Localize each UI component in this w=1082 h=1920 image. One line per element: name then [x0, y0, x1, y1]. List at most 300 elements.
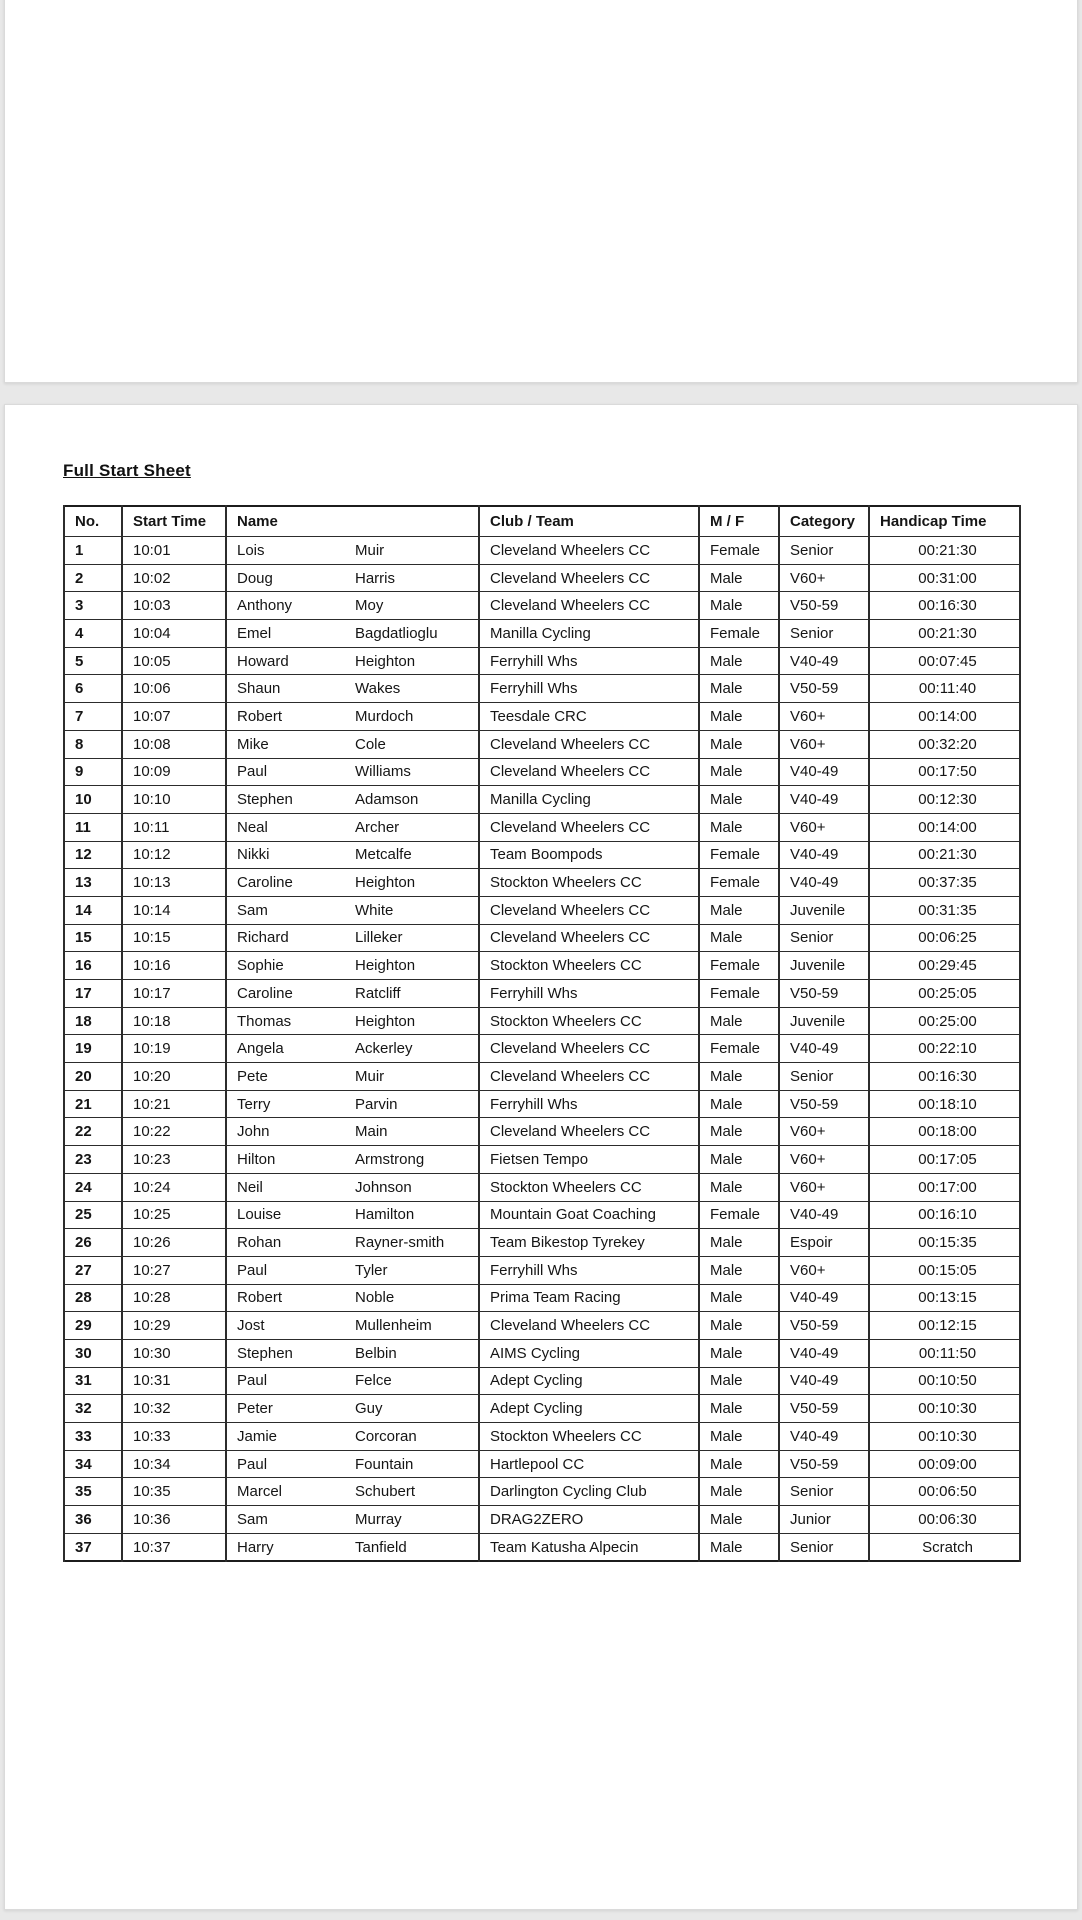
cell-start-time: 10:01 [122, 537, 226, 565]
cell-start-time: 10:28 [122, 1284, 226, 1312]
cell-category: Senior [779, 1533, 869, 1561]
cell-gender: Male [699, 1284, 779, 1312]
cell-start-time: 10:02 [122, 564, 226, 592]
cell-category: V40-49 [779, 1339, 869, 1367]
cell-rider-number: 19 [64, 1035, 122, 1063]
rider-first-name: Howard [237, 652, 289, 670]
table-row [64, 896, 1020, 924]
cell-category: V40-49 [779, 758, 869, 786]
cell-club-team: Fietsen Tempo [479, 1146, 699, 1174]
table-row [64, 1506, 1020, 1534]
table-row [64, 1312, 1020, 1340]
cell-start-time: 10:19 [122, 1035, 226, 1063]
cell-handicap-time: 00:21:30 [869, 841, 1020, 869]
rider-first-name: Nikki [237, 846, 270, 864]
cell-handicap-time: 00:12:30 [869, 786, 1020, 814]
cell-rider-name [226, 924, 479, 952]
cell-rider-name [226, 1256, 479, 1284]
cell-rider-name [226, 675, 479, 703]
rider-first-name: Neil [237, 1178, 263, 1196]
cell-rider-name [226, 1339, 479, 1367]
table-row [64, 1118, 1020, 1146]
cell-gender: Male [699, 813, 779, 841]
cell-club-team: Stockton Wheelers CC [479, 952, 699, 980]
table-row [64, 1146, 1020, 1174]
rider-first-name: Paul [237, 1261, 268, 1279]
cell-rider-number: 15 [64, 924, 122, 952]
rider-first-name: Sophie [237, 957, 284, 975]
cell-club-team: Cleveland Wheelers CC [479, 1063, 699, 1091]
cell-category: V40-49 [779, 1284, 869, 1312]
cell-gender: Male [699, 758, 779, 786]
cell-club-team: Ferryhill Whs [479, 675, 699, 703]
rider-last-name: Heighton [355, 957, 416, 975]
cell-rider-number: 6 [64, 675, 122, 703]
cell-club-team: Ferryhill Whs [479, 1090, 699, 1118]
cell-category: V50-59 [779, 1450, 869, 1478]
cell-gender: Female [699, 620, 779, 648]
cell-handicap-time: 00:37:35 [869, 869, 1020, 897]
page-title: Full Start Sheet [63, 461, 191, 480]
rider-first-name: Caroline [237, 984, 293, 1002]
cell-rider-number: 17 [64, 980, 122, 1008]
cell-rider-name [226, 730, 479, 758]
cell-handicap-time: 00:13:15 [869, 1284, 1020, 1312]
cell-gender: Male [699, 592, 779, 620]
cell-gender: Female [699, 537, 779, 565]
cell-club-team: Adept Cycling [479, 1395, 699, 1423]
cell-start-time: 10:25 [122, 1201, 226, 1229]
cell-category: Junior [779, 1506, 869, 1534]
table-row [64, 1090, 1020, 1118]
cell-category: V60+ [779, 703, 869, 731]
table-row [64, 1256, 1020, 1284]
cell-start-time: 10:30 [122, 1339, 226, 1367]
cell-rider-number: 16 [64, 952, 122, 980]
cell-rider-number: 24 [64, 1173, 122, 1201]
rider-first-name: Pete [237, 1067, 268, 1085]
cell-gender: Male [699, 896, 779, 924]
rider-last-name: Harris [355, 569, 395, 587]
cell-start-time: 10:36 [122, 1506, 226, 1534]
cell-start-time: 10:24 [122, 1173, 226, 1201]
cell-club-team: Cleveland Wheelers CC [479, 924, 699, 952]
rider-last-name: Bagdatlioglu [355, 624, 438, 642]
table-row [64, 841, 1020, 869]
rider-last-name: Hamilton [355, 1206, 415, 1224]
cell-handicap-time: 00:07:45 [869, 647, 1020, 675]
cell-start-time: 10:33 [122, 1423, 226, 1451]
cell-handicap-time: 00:18:00 [869, 1118, 1020, 1146]
cell-rider-number: 13 [64, 869, 122, 897]
cell-rider-name [226, 647, 479, 675]
rider-first-name: Paul [237, 1455, 268, 1473]
rider-first-name: Caroline [237, 874, 293, 892]
rider-first-name: Harry [237, 1538, 274, 1556]
cell-start-time: 10:15 [122, 924, 226, 952]
cell-handicap-time: 00:11:50 [869, 1339, 1020, 1367]
document-page-1 [4, 0, 1078, 383]
cell-category: Juvenile [779, 896, 869, 924]
rider-first-name: Rohan [237, 1234, 282, 1252]
table-row [64, 592, 1020, 620]
cell-rider-number: 8 [64, 730, 122, 758]
table-row [64, 1423, 1020, 1451]
cell-start-time: 10:17 [122, 980, 226, 1008]
cell-rider-name [226, 1533, 479, 1561]
cell-start-time: 10:35 [122, 1478, 226, 1506]
cell-rider-number: 5 [64, 647, 122, 675]
cell-gender: Male [699, 1146, 779, 1174]
cell-rider-number: 7 [64, 703, 122, 731]
cell-gender: Female [699, 980, 779, 1008]
rider-last-name: Lilleker [355, 929, 403, 947]
rider-first-name: Robert [237, 1289, 283, 1307]
cell-rider-number: 1 [64, 537, 122, 565]
table-row [64, 730, 1020, 758]
rider-last-name: Tyler [355, 1261, 388, 1279]
cell-category: Senior [779, 1478, 869, 1506]
cell-rider-name [226, 1173, 479, 1201]
cell-category: V60+ [779, 1173, 869, 1201]
cell-gender: Male [699, 1256, 779, 1284]
table-row [64, 647, 1020, 675]
cell-handicap-time: 00:16:30 [869, 1063, 1020, 1091]
cell-start-time: 10:13 [122, 869, 226, 897]
rider-last-name: Tanfield [355, 1538, 407, 1556]
cell-club-team: Cleveland Wheelers CC [479, 1312, 699, 1340]
cell-gender: Female [699, 1035, 779, 1063]
rider-last-name: Muir [355, 541, 385, 559]
cell-club-team: Adept Cycling [479, 1367, 699, 1395]
cell-start-time: 10:34 [122, 1450, 226, 1478]
rider-last-name: Heighton [355, 652, 416, 670]
cell-start-time: 10:29 [122, 1312, 226, 1340]
cell-handicap-time: 00:06:30 [869, 1506, 1020, 1534]
cell-category: V60+ [779, 1118, 869, 1146]
cell-rider-name [226, 1478, 479, 1506]
rider-last-name: Cole [355, 735, 386, 753]
rider-last-name: Corcoran [355, 1427, 417, 1445]
cell-rider-number: 18 [64, 1007, 122, 1035]
cell-handicap-time: 00:06:50 [869, 1478, 1020, 1506]
cell-club-team: Cleveland Wheelers CC [479, 537, 699, 565]
cell-category: V50-59 [779, 1312, 869, 1340]
cell-gender: Male [699, 647, 779, 675]
rider-first-name: Anthony [237, 597, 293, 615]
cell-rider-number: 32 [64, 1395, 122, 1423]
cell-category: V40-49 [779, 1423, 869, 1451]
rider-last-name: Archer [355, 818, 400, 836]
rider-first-name: Shaun [237, 680, 281, 698]
cell-category: V40-49 [779, 869, 869, 897]
rider-first-name: Richard [237, 929, 289, 947]
cell-gender: Male [699, 1367, 779, 1395]
rider-last-name: Parvin [355, 1095, 398, 1113]
cell-rider-number: 4 [64, 620, 122, 648]
cell-rider-name [226, 1367, 479, 1395]
document-page-2 [4, 404, 1078, 1910]
cell-gender: Female [699, 869, 779, 897]
cell-rider-number: 34 [64, 1450, 122, 1478]
rider-first-name: Thomas [237, 1012, 292, 1030]
rider-first-name: Paul [237, 763, 268, 781]
table-row [64, 1284, 1020, 1312]
cell-rider-name [226, 1312, 479, 1340]
cell-gender: Male [699, 1173, 779, 1201]
cell-club-team: Ferryhill Whs [479, 1256, 699, 1284]
rider-last-name: Heighton [355, 1012, 416, 1030]
cell-handicap-time: 00:22:10 [869, 1035, 1020, 1063]
table-header [64, 506, 1020, 537]
cell-club-team: Cleveland Wheelers CC [479, 1035, 699, 1063]
cell-rider-name [226, 1284, 479, 1312]
cell-handicap-time: 00:29:45 [869, 952, 1020, 980]
cell-start-time: 10:37 [122, 1533, 226, 1561]
cell-handicap-time: 00:21:30 [869, 537, 1020, 565]
cell-gender: Male [699, 1506, 779, 1534]
table-body [64, 537, 1020, 1562]
cell-gender: Male [699, 703, 779, 731]
cell-start-time: 10:09 [122, 758, 226, 786]
cell-club-team: Stockton Wheelers CC [479, 1007, 699, 1035]
rider-last-name: Wakes [355, 680, 401, 698]
table-row [64, 1450, 1020, 1478]
cell-rider-number: 30 [64, 1339, 122, 1367]
cell-gender: Female [699, 841, 779, 869]
cell-rider-name [226, 564, 479, 592]
table-row [64, 675, 1020, 703]
rider-first-name: Marcel [237, 1483, 283, 1501]
rider-first-name: Louise [237, 1206, 282, 1224]
cell-rider-number: 33 [64, 1423, 122, 1451]
cell-handicap-time: 00:10:30 [869, 1395, 1020, 1423]
cell-handicap-time: 00:10:50 [869, 1367, 1020, 1395]
cell-rider-name [226, 1450, 479, 1478]
cell-handicap-time: 00:10:30 [869, 1423, 1020, 1451]
cell-gender: Male [699, 564, 779, 592]
cell-rider-name [226, 1035, 479, 1063]
cell-club-team: Ferryhill Whs [479, 980, 699, 1008]
cell-gender: Male [699, 924, 779, 952]
start-sheet-table [63, 505, 1021, 1562]
cell-gender: Female [699, 952, 779, 980]
rider-last-name: Williams [355, 763, 411, 781]
cell-club-team: Prima Team Racing [479, 1284, 699, 1312]
rider-first-name: Terry [237, 1095, 271, 1113]
cell-category: V40-49 [779, 647, 869, 675]
cell-handicap-time: 00:14:00 [869, 813, 1020, 841]
cell-start-time: 10:08 [122, 730, 226, 758]
table-row [64, 813, 1020, 841]
cell-handicap-time: 00:17:05 [869, 1146, 1020, 1174]
rider-first-name: Hilton [237, 1150, 276, 1168]
cell-handicap-time: 00:06:25 [869, 924, 1020, 952]
table-row [64, 620, 1020, 648]
cell-category: Senior [779, 1063, 869, 1091]
table-row [64, 1339, 1020, 1367]
cell-start-time: 10:26 [122, 1229, 226, 1257]
cell-rider-name [226, 1063, 479, 1091]
cell-club-team: Cleveland Wheelers CC [479, 592, 699, 620]
cell-start-time: 10:06 [122, 675, 226, 703]
rider-last-name: Heighton [355, 874, 416, 892]
cell-rider-number: 37 [64, 1533, 122, 1561]
cell-club-team: Ferryhill Whs [479, 647, 699, 675]
cell-gender: Male [699, 1118, 779, 1146]
rider-last-name: Armstrong [355, 1150, 425, 1168]
cell-handicap-time: 00:16:10 [869, 1201, 1020, 1229]
cell-category: Senior [779, 924, 869, 952]
table-row [64, 1035, 1020, 1063]
rider-first-name: Emel [237, 624, 272, 642]
cell-handicap-time: 00:18:10 [869, 1090, 1020, 1118]
rider-first-name: Stephen [237, 791, 293, 809]
cell-start-time: 10:12 [122, 841, 226, 869]
cell-handicap-time: 00:17:50 [869, 758, 1020, 786]
table-row [64, 1395, 1020, 1423]
cell-handicap-time: 00:25:00 [869, 1007, 1020, 1035]
cell-rider-number: 9 [64, 758, 122, 786]
cell-category: V50-59 [779, 1395, 869, 1423]
cell-start-time: 10:20 [122, 1063, 226, 1091]
cell-category: V40-49 [779, 786, 869, 814]
cell-category: Senior [779, 537, 869, 565]
column-header-start-time: Start Time [122, 506, 226, 537]
cell-rider-number: 14 [64, 896, 122, 924]
cell-gender: Male [699, 1450, 779, 1478]
cell-category: V60+ [779, 1146, 869, 1174]
cell-rider-name [226, 703, 479, 731]
cell-rider-number: 26 [64, 1229, 122, 1257]
cell-club-team: Team Boompods [479, 841, 699, 869]
cell-gender: Male [699, 675, 779, 703]
cell-category: V40-49 [779, 1367, 869, 1395]
rider-last-name: Johnson [355, 1178, 412, 1196]
column-header-no: No. [64, 506, 122, 537]
table-row [64, 537, 1020, 565]
cell-start-time: 10:32 [122, 1395, 226, 1423]
table-row [64, 924, 1020, 952]
cell-start-time: 10:16 [122, 952, 226, 980]
cell-category: V60+ [779, 1256, 869, 1284]
cell-gender: Male [699, 1423, 779, 1451]
cell-club-team: Manilla Cycling [479, 786, 699, 814]
cell-category: V40-49 [779, 1201, 869, 1229]
cell-rider-name [226, 758, 479, 786]
table-row [64, 758, 1020, 786]
cell-gender: Male [699, 1395, 779, 1423]
rider-first-name: John [237, 1123, 270, 1141]
cell-rider-name [226, 1146, 479, 1174]
rider-last-name: Rayner-smith [355, 1234, 445, 1252]
cell-club-team: Stockton Wheelers CC [479, 869, 699, 897]
cell-club-team: Hartlepool CC [479, 1450, 699, 1478]
cell-category: V50-59 [779, 592, 869, 620]
column-header-club-team: Club / Team [479, 506, 699, 537]
table-row [64, 1201, 1020, 1229]
cell-handicap-time: 00:17:00 [869, 1173, 1020, 1201]
cell-gender: Male [699, 1339, 779, 1367]
cell-rider-name [226, 1423, 479, 1451]
rider-first-name: Paul [237, 1372, 268, 1390]
rider-last-name: Felce [355, 1372, 392, 1390]
cell-rider-number: 23 [64, 1146, 122, 1174]
rider-last-name: Ratcliff [355, 984, 401, 1002]
cell-rider-name [226, 952, 479, 980]
cell-gender: Male [699, 1063, 779, 1091]
rider-last-name: Guy [355, 1400, 383, 1418]
cell-rider-name [226, 896, 479, 924]
cell-rider-name [226, 1395, 479, 1423]
rider-last-name: Belbin [355, 1344, 397, 1362]
rider-last-name: Schubert [355, 1483, 416, 1501]
cell-rider-number: 31 [64, 1367, 122, 1395]
cell-rider-number: 25 [64, 1201, 122, 1229]
cell-club-team: AIMS Cycling [479, 1339, 699, 1367]
cell-start-time: 10:18 [122, 1007, 226, 1035]
rider-first-name: Lois [237, 541, 265, 559]
cell-category: V60+ [779, 730, 869, 758]
rider-last-name: Ackerley [355, 1040, 413, 1058]
rider-last-name: Fountain [355, 1455, 414, 1473]
cell-rider-number: 21 [64, 1090, 122, 1118]
rider-first-name: Robert [237, 707, 283, 725]
rider-first-name: Neal [237, 818, 268, 836]
cell-gender: Male [699, 786, 779, 814]
cell-gender: Male [699, 1478, 779, 1506]
rider-last-name: Muir [355, 1067, 385, 1085]
cell-category: Senior [779, 620, 869, 648]
cell-rider-name [226, 786, 479, 814]
rider-last-name: Murray [355, 1510, 402, 1528]
column-header-category: Category [779, 506, 869, 537]
cell-club-team: Cleveland Wheelers CC [479, 564, 699, 592]
cell-rider-name [226, 1229, 479, 1257]
cell-handicap-time: 00:09:00 [869, 1450, 1020, 1478]
cell-start-time: 10:05 [122, 647, 226, 675]
rider-first-name: Angela [237, 1040, 284, 1058]
cell-rider-number: 35 [64, 1478, 122, 1506]
cell-club-team: Cleveland Wheelers CC [479, 1118, 699, 1146]
rider-first-name: Mike [237, 735, 269, 753]
cell-category: V60+ [779, 813, 869, 841]
rider-first-name: Jamie [237, 1427, 278, 1445]
cell-club-team: Stockton Wheelers CC [479, 1173, 699, 1201]
cell-club-team: Team Katusha Alpecin [479, 1533, 699, 1561]
cell-handicap-time: Scratch [869, 1533, 1020, 1561]
cell-handicap-time: 00:31:35 [869, 896, 1020, 924]
cell-rider-name [226, 841, 479, 869]
table-row [64, 703, 1020, 731]
table-header-row [64, 506, 1020, 537]
column-header-handicap-time: Handicap Time [869, 506, 1020, 537]
cell-club-team: Cleveland Wheelers CC [479, 730, 699, 758]
cell-handicap-time: 00:25:05 [869, 980, 1020, 1008]
cell-handicap-time: 00:32:20 [869, 730, 1020, 758]
cell-club-team: Team Bikestop Tyrekey [479, 1229, 699, 1257]
cell-club-team: Darlington Cycling Club [479, 1478, 699, 1506]
cell-gender: Male [699, 1007, 779, 1035]
cell-rider-number: 36 [64, 1506, 122, 1534]
rider-last-name: Moy [355, 597, 384, 615]
rider-last-name: Mullenheim [355, 1317, 432, 1335]
cell-category: V50-59 [779, 1090, 869, 1118]
rider-first-name: Doug [237, 569, 273, 587]
cell-rider-name [226, 1090, 479, 1118]
table-row [64, 980, 1020, 1008]
table-row [64, 1478, 1020, 1506]
